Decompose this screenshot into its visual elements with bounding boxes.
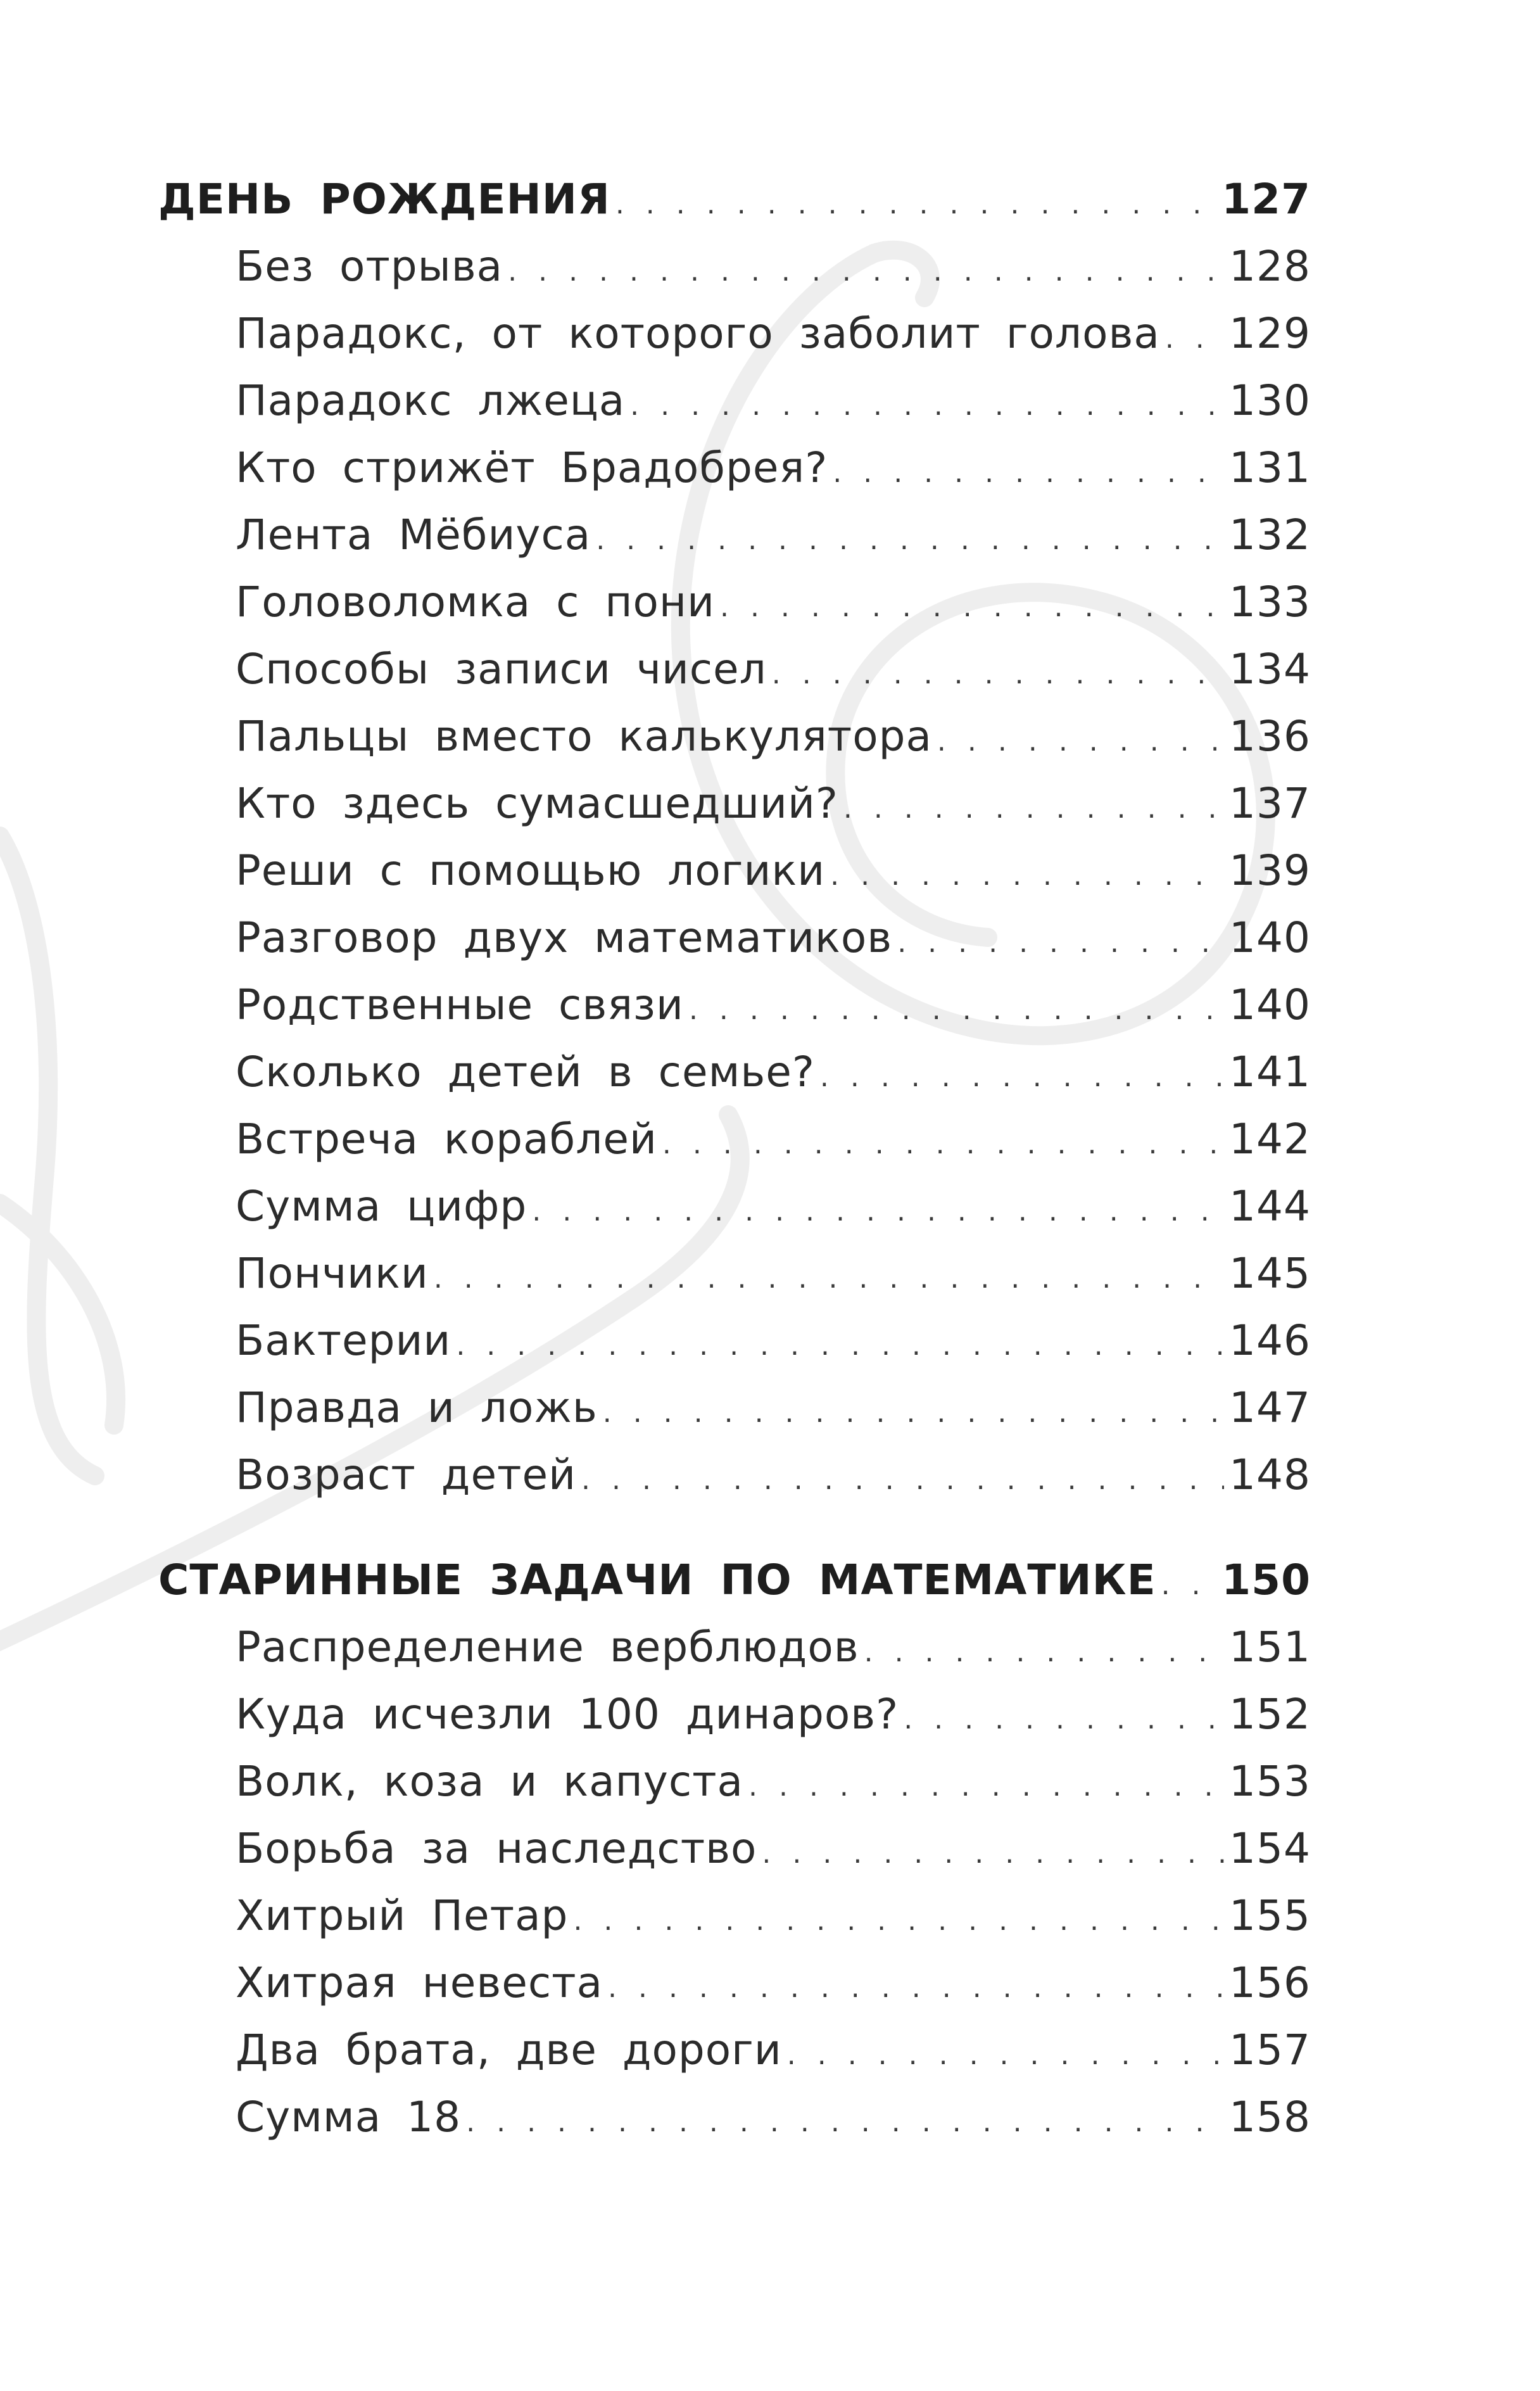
toc-section-old-problems: [158, 1547, 1311, 2151]
toc-entry: [158, 1240, 1311, 1307]
toc-entry-page: 146: [1229, 1316, 1311, 1365]
toc-entry-title: Хитрый Петар: [236, 1891, 569, 1940]
toc-entry-title: Пальцы вместо калькулятора: [236, 712, 932, 761]
dot-leader: [603, 1374, 1224, 1447]
toc-entry-page: 155: [1229, 1891, 1311, 1940]
table-of-contents: [158, 166, 1311, 2151]
dot-leader: [787, 2017, 1224, 2089]
toc-entry-title: Кто стрижёт Брадобрея?: [236, 443, 828, 492]
toc-entry-title: Головоломка с пони: [236, 578, 715, 626]
toc-entry-page: 140: [1229, 913, 1311, 962]
toc-entry-page: 141: [1229, 1048, 1311, 1096]
dot-leader: [581, 1442, 1224, 1514]
dot-leader: [466, 2084, 1224, 2156]
toc-entry-title: Правда и ложь: [236, 1383, 598, 1432]
toc-entry-title: Возраст детей: [236, 1450, 576, 1499]
toc-entry-page: 129: [1229, 309, 1311, 358]
dot-leader: [508, 233, 1224, 305]
toc-entry-title: Куда исчезли 100 динаров?: [236, 1690, 899, 1739]
toc-entry-title: Сумма 18: [236, 2093, 462, 2141]
dot-leader: [833, 434, 1224, 507]
toc-entry: [158, 703, 1311, 770]
toc-entry: [158, 1307, 1311, 1374]
dot-leader: [573, 1882, 1224, 1955]
toc-entry-page: 158: [1229, 2093, 1311, 2141]
toc-entry-page: 137: [1229, 779, 1311, 828]
toc-entry-title: Кто здесь сумасшедший?: [236, 779, 838, 828]
dot-leader: [615, 166, 1216, 238]
toc-entry: [158, 1815, 1311, 1882]
toc-entry: [158, 904, 1311, 972]
dot-leader: [596, 502, 1224, 574]
dot-leader: [456, 1307, 1224, 1379]
toc-entry-title: Лента Мёбиуса: [236, 511, 591, 559]
toc-entry-title: Встреча кораблей: [236, 1115, 657, 1164]
toc-entry-title: Пончики: [236, 1249, 429, 1298]
section-heading-page: 150: [1221, 1556, 1311, 1604]
toc-entry: [158, 300, 1311, 367]
dot-leader: [830, 837, 1224, 910]
section-heading-title: ДЕНЬ РОЖДЕНИЯ: [158, 175, 610, 224]
toc-entry-page: 151: [1229, 1623, 1311, 1671]
toc-entry: [158, 502, 1311, 569]
toc-entry: [158, 1039, 1311, 1106]
toc-entry-page: 157: [1229, 2026, 1311, 2074]
toc-entry: [158, 434, 1311, 502]
toc-entry: [158, 1106, 1311, 1173]
toc-entry-page: 128: [1229, 242, 1311, 291]
toc-entry-page: 133: [1229, 578, 1311, 626]
toc-entry-title: Волк, коза и капуста: [236, 1757, 743, 1806]
toc-entry-page: 154: [1229, 1824, 1311, 1873]
dot-leader: [1161, 1547, 1217, 1619]
toc-entry-title: Хитрая невеста: [236, 1958, 603, 2007]
dot-leader: [762, 1815, 1224, 1887]
toc-entry-page: 153: [1229, 1757, 1311, 1806]
dot-leader: [434, 1240, 1224, 1312]
dot-leader: [937, 703, 1224, 775]
dot-leader: [662, 1106, 1224, 1178]
toc-entry-page: 142: [1229, 1115, 1311, 1164]
toc-entry: [158, 1882, 1311, 1950]
toc-entry-title: Распределение верблюдов: [236, 1623, 859, 1671]
toc-entry: [158, 1950, 1311, 2017]
section-heading-title: СТАРИННЫЕ ЗАДАЧИ ПО МАТЕМАТИКЕ: [158, 1556, 1156, 1604]
toc-entry-title: Сколько детей в семье?: [236, 1048, 815, 1096]
section-heading: [158, 1547, 1311, 1614]
toc-entry: [158, 233, 1311, 300]
toc-entry-page: 134: [1229, 645, 1311, 694]
dot-leader: [904, 1681, 1224, 1753]
dot-leader: [864, 1614, 1224, 1686]
toc-entry: [158, 1614, 1311, 1681]
toc-entry-page: 139: [1229, 846, 1311, 895]
toc-entry-page: 148: [1229, 1450, 1311, 1499]
toc-entry-title: Родственные связи: [236, 980, 684, 1029]
toc-entry: [158, 636, 1311, 703]
toc-entry: [158, 837, 1311, 904]
dot-leader: [630, 367, 1224, 440]
toc-entry-page: 152: [1229, 1690, 1311, 1739]
dot-leader: [689, 972, 1224, 1044]
section-heading: [158, 166, 1311, 233]
dot-leader: [772, 636, 1224, 708]
toc-section-birthday: [158, 166, 1311, 1509]
toc-entry-page: 131: [1229, 443, 1311, 492]
dot-leader: [532, 1173, 1224, 1245]
dot-leader: [820, 1039, 1224, 1111]
toc-entry-page: 132: [1229, 511, 1311, 559]
toc-entry: [158, 972, 1311, 1039]
toc-entry: [158, 2017, 1311, 2084]
toc-entry-title: Способы записи чисел: [236, 645, 767, 694]
toc-entry: [158, 1681, 1311, 1748]
toc-entry: [158, 1442, 1311, 1509]
toc-entry-page: 130: [1229, 376, 1311, 425]
toc-entry: [158, 1173, 1311, 1240]
toc-entry: [158, 569, 1311, 636]
toc-entry-page: 156: [1229, 1958, 1311, 2007]
toc-entry-page: 147: [1229, 1383, 1311, 1432]
dot-leader: [748, 1748, 1224, 1820]
toc-entry-page: 136: [1229, 712, 1311, 761]
toc-entry-title: Два брата, две дороги: [236, 2026, 782, 2074]
toc-entry-page: 144: [1229, 1182, 1311, 1231]
toc-entry-page: 145: [1229, 1249, 1311, 1298]
toc-entry: [158, 367, 1311, 434]
section-heading-page: 127: [1221, 175, 1311, 224]
toc-entry-page: 140: [1229, 980, 1311, 1029]
toc-entry-title: Бактерии: [236, 1316, 451, 1365]
toc-entry: [158, 2084, 1311, 2151]
toc-entry: [158, 1374, 1311, 1442]
dot-leader: [608, 1950, 1224, 2022]
dot-leader: [720, 569, 1224, 641]
toc-entry-title: Парадокс, от которого заболит голова: [236, 309, 1160, 358]
toc-entry-title: Парадокс лжеца: [236, 376, 626, 425]
dot-leader: [897, 904, 1224, 977]
dot-leader: [1165, 300, 1224, 372]
toc-entry-title: Сумма цифр: [236, 1182, 527, 1231]
toc-entry: [158, 1748, 1311, 1815]
toc-entry-title: Разговор двух математиков: [236, 913, 893, 962]
toc-entry: [158, 770, 1311, 837]
toc-entry-title: Реши с помощью логики: [236, 846, 826, 895]
toc-entry-title: Борьба за наследство: [236, 1824, 757, 1873]
dot-leader: [843, 770, 1224, 842]
toc-entry-title: Без отрыва: [236, 242, 503, 291]
